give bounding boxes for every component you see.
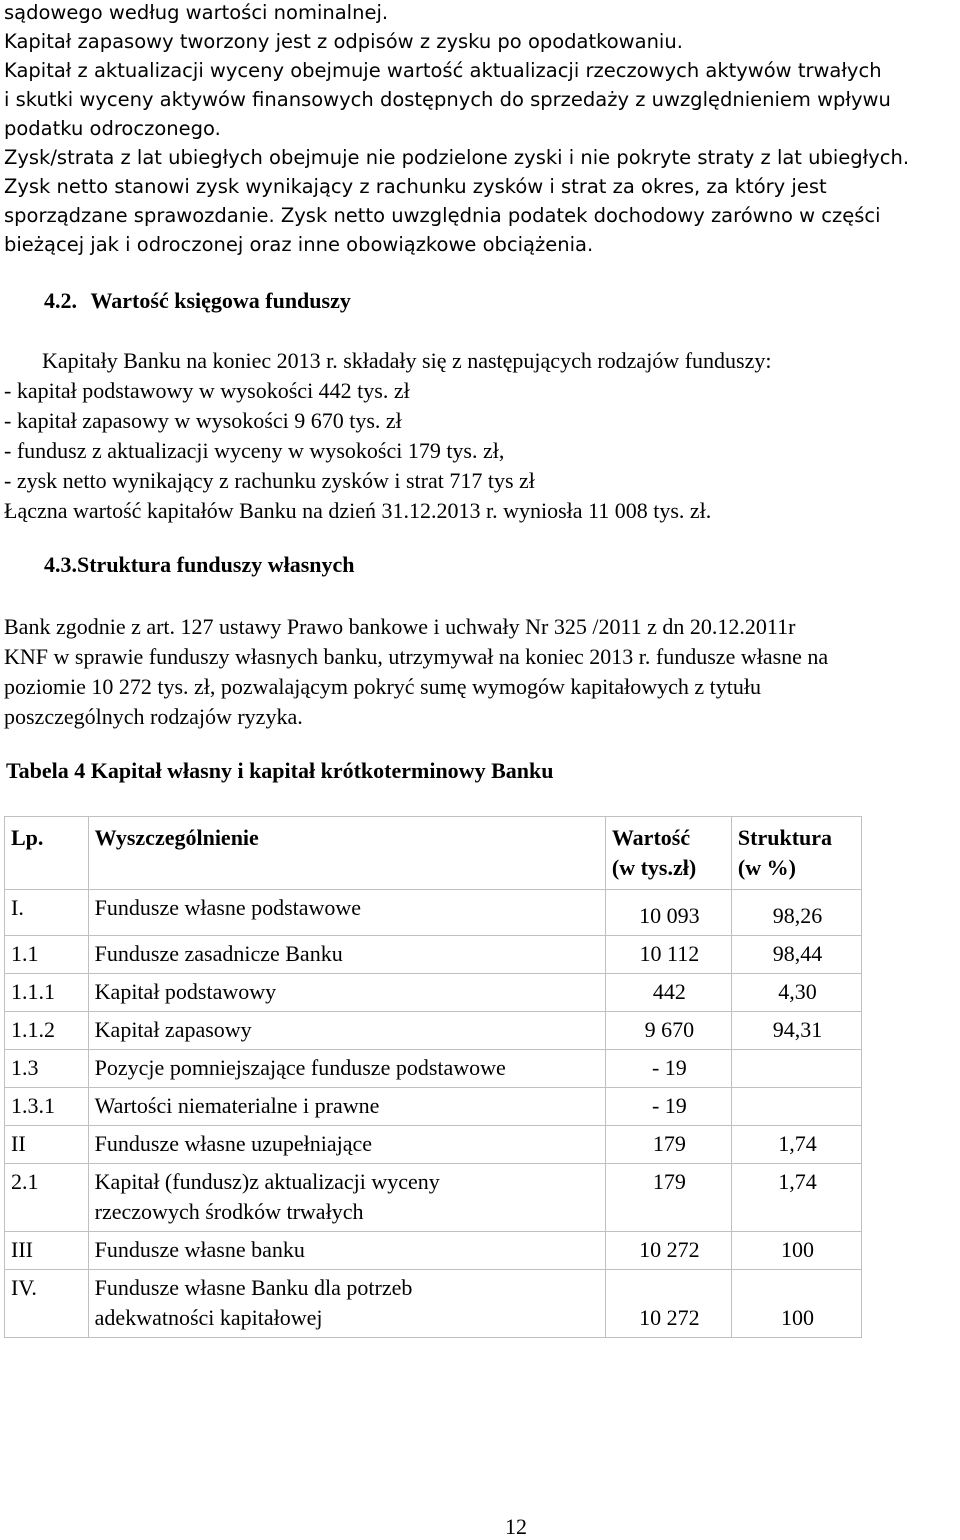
table-row: [5, 1126, 862, 1164]
table-header-row: [5, 817, 862, 890]
section-title: Struktura funduszy własnych: [77, 552, 355, 577]
section-number: 4.3.: [44, 552, 77, 577]
cell-description: [88, 1050, 605, 1088]
header-value-unit: (w tys.zł): [611, 855, 697, 880]
intro-line: Kapitał z aktualizacji wyceny obejmuje wartość aktualizacji rzeczowych aktywów trwałych: [4, 59, 882, 82]
body-line: Łączna wartość kapitałów Banku na dzień 31.12.2013 r. wyniosła 11 008 tys. zł.: [4, 498, 712, 523]
cell-value-text: 10 272: [639, 1305, 700, 1330]
table-row: [5, 974, 862, 1012]
cell-structure-text: 100: [780, 1305, 814, 1330]
table-row: [5, 1232, 862, 1270]
cell-description-line: rzeczowych środków trwałych: [94, 1199, 364, 1224]
table-row: [5, 1012, 862, 1050]
cell-lp: 1.1.1: [5, 974, 89, 1012]
cell-structure: [731, 1232, 861, 1270]
cell-lp: I.: [5, 890, 89, 936]
intro-line: bieżącej jak i odroczonej oraz inne obowiązkowe obciążenia.: [4, 233, 594, 256]
cell-lp: 1.1.2: [5, 1012, 89, 1050]
cell-description: [88, 974, 605, 1012]
cell-value-text: 10 112: [639, 941, 700, 966]
body-line: Bank zgodnie z art. 127 ustawy Prawo bankowe i uchwały Nr 325 /2011 z dn 20.12.2011r: [4, 614, 796, 639]
cell-lp: III: [5, 1232, 89, 1270]
cell-value: [605, 1126, 731, 1164]
cell-structure-text: 4,30: [778, 979, 817, 1004]
cell-description-line: Pozycje pomniejszające fundusze podstawowe: [94, 1055, 506, 1080]
cell-value: [605, 1088, 731, 1126]
section-4-3-body: [4, 612, 828, 732]
cell-description: [88, 936, 605, 974]
cell-description: [88, 1126, 605, 1164]
cell-lp: II: [5, 1126, 89, 1164]
cell-value-text: - 19: [651, 1093, 687, 1118]
cell-description-line: Kapitał podstawowy: [94, 979, 277, 1004]
cell-structure-text: 1,74: [778, 1131, 817, 1156]
cell-description: [88, 1270, 605, 1338]
cell-structure-text: 1,74: [778, 1169, 817, 1194]
intro-line: Kapitał zapasowy tworzony jest z odpisów z zysku po opodatkowaniu.: [4, 30, 683, 53]
table-row: [5, 936, 862, 974]
cell-description-line: Fundusze własne Banku dla potrzeb: [94, 1275, 413, 1300]
body-line: Kapitały Banku na koniec 2013 r. składały się z następujących rodzajów funduszy:: [42, 348, 772, 373]
header-structure-line: Struktura: [737, 825, 833, 850]
section-heading-4-3: [44, 552, 355, 578]
header-value: [605, 817, 731, 890]
cell-description-line: Kapitał zapasowy: [94, 1017, 252, 1042]
cell-value: [605, 1012, 731, 1050]
cell-value-text: 10 272: [639, 1237, 700, 1262]
cell-structure-text: 98,26: [772, 903, 823, 928]
cell-structure: [731, 1270, 861, 1338]
cell-lp: IV.: [5, 1270, 89, 1338]
header-structure-unit: (w %): [737, 855, 796, 880]
body-line: poziomie 10 272 tys. zł, pozwalającym pokryć sumę wymogów kapitałowych z tytułu: [4, 674, 762, 699]
cell-value: [605, 1050, 731, 1088]
header-desc: Wyszczególnienie: [88, 817, 605, 890]
intro-line: sporządzane sprawozdanie. Zysk netto uwzględnia podatek dochodowy zarówno w części: [4, 204, 881, 227]
cell-structure-text: 98,44: [772, 941, 823, 966]
cell-value: [605, 974, 731, 1012]
section-4-2-body: [4, 346, 771, 526]
section-heading-4-2: [44, 288, 351, 314]
cell-structure: [731, 1050, 861, 1088]
cell-description: [88, 890, 605, 936]
cell-structure: [731, 936, 861, 974]
cell-structure: [731, 1088, 861, 1126]
intro-line: Zysk/strata z lat ubiegłych obejmuje nie podzielone zyski i nie pokryte straty z lat ubiegłych.: [4, 146, 910, 169]
section-title: Wartość księgowa funduszy: [90, 288, 351, 313]
list-item: - fundusz z aktualizacji wyceny w wysokości 179 tys. zł,: [4, 438, 505, 463]
cell-structure: [731, 1012, 861, 1050]
list-item: - kapitał zapasowy w wysokości 9 670 tys. zł: [4, 408, 402, 433]
cell-structure-text: 94,31: [772, 1017, 823, 1042]
cell-lp: 2.1: [5, 1164, 89, 1232]
cell-value-text: 179: [652, 1131, 686, 1156]
capital-table: [4, 816, 862, 1338]
cell-value: [605, 936, 731, 974]
page-number: 12: [505, 1514, 527, 1539]
table-row: [5, 1088, 862, 1126]
cell-value-text: 10 093: [639, 903, 700, 928]
header-structure: [731, 817, 861, 890]
cell-description-line: Fundusze własne uzupełniające: [94, 1131, 373, 1156]
cell-structure: [731, 890, 861, 936]
cell-description: [88, 1088, 605, 1126]
section-number: 4.2.: [44, 288, 77, 313]
cell-structure-text: 100: [780, 1237, 814, 1262]
intro-paragraphs: [4, 0, 956, 259]
table-row: [5, 1164, 862, 1232]
list-item: - zysk netto wynikający z rachunku zysków i strat 717 tys zł: [4, 468, 535, 493]
cell-value-text: 9 670: [644, 1017, 695, 1042]
table-row: [5, 1050, 862, 1088]
cell-value-text: 442: [652, 979, 686, 1004]
cell-description-line: Wartości niematerialne i prawne: [94, 1093, 380, 1118]
cell-value: [605, 890, 731, 936]
table-row: [5, 1270, 862, 1338]
cell-value-text: 179: [652, 1169, 686, 1194]
cell-description: [88, 1164, 605, 1232]
body-line: poszczególnych rodzajów ryzyka.: [4, 704, 303, 729]
cell-description-line: Kapitał (fundusz)z aktualizacji wyceny: [94, 1169, 440, 1194]
cell-value: [605, 1164, 731, 1232]
table-caption: Tabela 4 Kapitał własny i kapitał krótkoterminowy Banku: [6, 758, 554, 783]
cell-description: [88, 1232, 605, 1270]
body-line: KNF w sprawie funduszy własnych banku, utrzymywał na koniec 2013 r. fundusze własne na: [4, 644, 829, 669]
cell-value-text: - 19: [651, 1055, 687, 1080]
cell-description-line: Fundusze własne podstawowe: [94, 895, 362, 920]
intro-line: Zysk netto stanowi zysk wynikający z rachunku zysków i strat za okres, za który jest: [4, 175, 827, 198]
cell-structure: [731, 1164, 861, 1232]
cell-structure: [731, 974, 861, 1012]
table-row: [5, 890, 862, 936]
cell-description-line: adekwatności kapitałowej: [94, 1305, 323, 1330]
cell-lp: 1.1: [5, 936, 89, 974]
cell-lp: 1.3: [5, 1050, 89, 1088]
cell-description-line: Fundusze zasadnicze Banku: [94, 941, 343, 966]
list-item: - kapitał podstawowy w wysokości 442 tys. zł: [4, 378, 410, 403]
cell-value: [605, 1232, 731, 1270]
cell-description-line: Fundusze własne banku: [94, 1237, 305, 1262]
cell-description: [88, 1012, 605, 1050]
header-lp: Lp.: [5, 817, 89, 890]
cell-structure: [731, 1126, 861, 1164]
header-value-line: Wartość: [611, 825, 691, 850]
intro-line: sądowego według wartości nominalnej.: [4, 1, 389, 24]
cell-lp: 1.3.1: [5, 1088, 89, 1126]
intro-line: i skutki wyceny aktywów finansowych dostępnych do sprzedaży z uwzględnieniem wpływu: [4, 88, 891, 111]
intro-line: podatku odroczonego.: [4, 117, 221, 140]
cell-value: [605, 1270, 731, 1338]
